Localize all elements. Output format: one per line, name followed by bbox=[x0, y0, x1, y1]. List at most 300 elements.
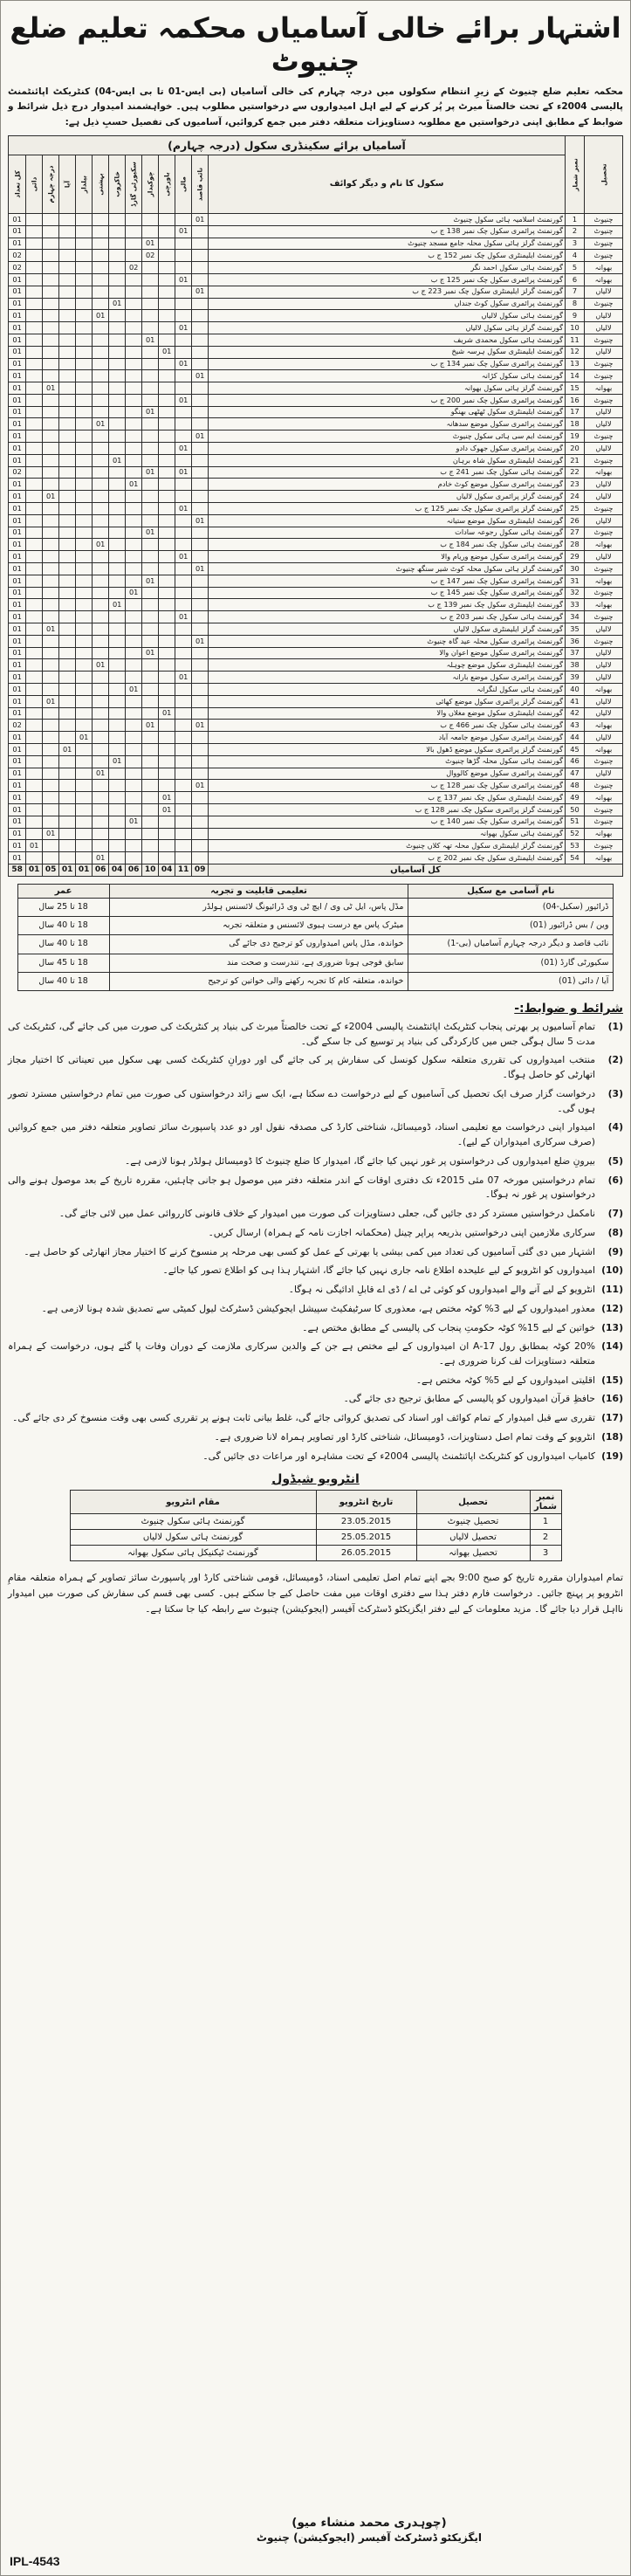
count-cell bbox=[109, 744, 126, 756]
condition-item bbox=[8, 1154, 623, 1169]
count-cell bbox=[142, 828, 159, 840]
condition-number: (13) bbox=[601, 1321, 623, 1333]
serial-cell: 41 bbox=[566, 695, 585, 707]
count-cell bbox=[26, 298, 43, 310]
count-cell bbox=[59, 672, 76, 684]
count-cell bbox=[192, 334, 209, 346]
school-cell: گورنمنٹ پرائمری سکول چک نمبر 145 ج ب bbox=[209, 587, 566, 599]
condition-text: معذور امیدواروں کے لیے 3% کوٹہ مختص ہے، معذوری کا سرٹیفکیٹ سپیشل ایجوکیشن ڈسٹرکٹ لیول کمیٹی سے تصدیق شدہ ہونا لازمی ہے۔ bbox=[41, 1302, 595, 1314]
count-cell bbox=[93, 672, 109, 684]
count-cell bbox=[142, 551, 159, 563]
serial-cell: 1 bbox=[566, 213, 585, 225]
serial-cell: 45 bbox=[566, 744, 585, 756]
count-cell bbox=[142, 503, 159, 515]
school-cell: گورنمنٹ ایلیمنٹری سکول ہرسہ شیخ bbox=[209, 346, 566, 358]
count-cell bbox=[175, 744, 192, 756]
count-cell bbox=[109, 840, 126, 852]
row-total-cell: 02 bbox=[9, 720, 26, 732]
count-cell bbox=[109, 443, 126, 455]
count-cell bbox=[93, 623, 109, 636]
tehsil-cell: لالیاں bbox=[585, 418, 623, 430]
count-cell bbox=[175, 238, 192, 250]
condition-number: (18) bbox=[601, 1430, 623, 1443]
serial-cell: 48 bbox=[566, 780, 585, 792]
count-cell bbox=[76, 635, 93, 647]
school-cell: گورنمنٹ گرلز پرائمری سکول موضع کھائی bbox=[209, 695, 566, 707]
count-cell bbox=[175, 346, 192, 358]
count-cell bbox=[26, 768, 43, 780]
count-cell bbox=[109, 358, 126, 370]
count-cell bbox=[43, 635, 59, 647]
count-cell bbox=[175, 491, 192, 503]
count-cell bbox=[76, 418, 93, 430]
tehsil-cell: بھوانہ bbox=[585, 262, 623, 274]
qualification-row bbox=[17, 917, 614, 935]
count-cell bbox=[109, 346, 126, 358]
condition-item bbox=[8, 1020, 623, 1049]
count-cell bbox=[126, 744, 142, 756]
school-cell: گورنمنٹ ہائی سکول احمد نگر bbox=[209, 262, 566, 274]
count-cell bbox=[192, 803, 209, 816]
count-cell bbox=[159, 611, 175, 623]
count-cell bbox=[59, 551, 76, 563]
row-total-cell: 01 bbox=[9, 744, 26, 756]
table-row bbox=[9, 466, 623, 479]
serial-cell: 9 bbox=[566, 310, 585, 322]
count-cell bbox=[142, 672, 159, 684]
conditions-heading: شرائط و ضوابط:- bbox=[514, 1002, 623, 1016]
count-cell bbox=[76, 213, 93, 225]
count-cell bbox=[192, 732, 209, 744]
count-cell bbox=[126, 466, 142, 479]
count-cell: 01 bbox=[26, 840, 43, 852]
count-cell bbox=[93, 684, 109, 696]
school-header: سکول کا نام و دیگر کوائف bbox=[209, 155, 566, 213]
count-cell bbox=[192, 744, 209, 756]
row-total-cell: 01 bbox=[9, 684, 26, 696]
count-cell bbox=[76, 852, 93, 864]
serial-cell: 53 bbox=[566, 840, 585, 852]
count-cell bbox=[126, 672, 142, 684]
count-cell bbox=[192, 382, 209, 395]
row-total-cell: 01 bbox=[9, 852, 26, 864]
row-total-cell: 01 bbox=[9, 346, 26, 358]
school-cell: گورنمنٹ گرلز ایلیمنٹری سکول لالیاں bbox=[209, 623, 566, 636]
count-cell bbox=[76, 563, 93, 575]
serial-cell: 22 bbox=[566, 466, 585, 479]
tehsil-header bbox=[585, 135, 623, 213]
count-cell bbox=[43, 684, 59, 696]
condition-item bbox=[8, 1321, 623, 1336]
count-cell bbox=[175, 803, 192, 816]
table-row bbox=[9, 225, 623, 238]
condition-item bbox=[8, 1245, 623, 1260]
condition-number: (19) bbox=[601, 1450, 623, 1462]
count-cell bbox=[43, 346, 59, 358]
table-row bbox=[9, 262, 623, 274]
serial-cell: 21 bbox=[566, 454, 585, 466]
condition-text: امیدوار اپنی درخواست مع تعلیمی اسناد، ڈومیسائل، شناختی کارڈ کی مصدقہ نقول اور دو عدد پاسپورٹ سائز تصاویر متعلقہ دفتر میں جمع کروائیں (صرف سرکاری امیدواران کے لیے)۔ bbox=[8, 1121, 595, 1148]
tehsil-cell: بھوانہ bbox=[585, 599, 623, 611]
count-cell bbox=[59, 803, 76, 816]
count-cell bbox=[76, 382, 93, 395]
count-cell bbox=[59, 443, 76, 455]
count-cell bbox=[26, 394, 43, 406]
count-cell bbox=[93, 443, 109, 455]
count-cell bbox=[159, 755, 175, 768]
count-cell bbox=[192, 298, 209, 310]
count-cell bbox=[26, 611, 43, 623]
school-cell: گورنمنٹ پرائمری سکول چک نمبر 147 ج ب bbox=[209, 575, 566, 587]
condition-text: تمام درخواستیں مورخہ 07 مئی 2015ء تک دفتری اوقات کے اندر متعلقہ دفتر میں موصول ہو جانی چاہئیں، مقررہ تاریخ کے بعد موصول ہونے والی درخواستوں پر غور نہ ہوگا۔ bbox=[8, 1174, 595, 1201]
tehsil-cell: چنیوٹ bbox=[585, 370, 623, 382]
row-total-cell: 01 bbox=[9, 454, 26, 466]
row-total-cell: 01 bbox=[9, 286, 26, 298]
count-cell: 01 bbox=[142, 527, 159, 539]
count-cell bbox=[109, 479, 126, 491]
count-cell bbox=[43, 370, 59, 382]
count-cell bbox=[76, 587, 93, 599]
count-cell bbox=[26, 635, 43, 647]
count-cell bbox=[142, 732, 159, 744]
count-cell bbox=[43, 322, 59, 334]
count-cell bbox=[126, 225, 142, 238]
count-cell bbox=[175, 623, 192, 636]
count-cell bbox=[126, 647, 142, 659]
count-cell: 01 bbox=[175, 551, 192, 563]
count-cell bbox=[76, 430, 93, 443]
count-cell bbox=[76, 744, 93, 756]
count-cell bbox=[142, 563, 159, 575]
count-cell bbox=[109, 539, 126, 551]
vacancies-table bbox=[8, 135, 623, 877]
count-cell bbox=[93, 430, 109, 443]
count-cell bbox=[43, 659, 59, 672]
count-cell bbox=[126, 527, 142, 539]
count-cell bbox=[26, 828, 43, 840]
count-cell: 01 bbox=[192, 213, 209, 225]
condition-item bbox=[8, 1283, 623, 1298]
school-cell: گورنمنٹ ہائی سکول چک نمبر 203 ج ب bbox=[209, 611, 566, 623]
table-row bbox=[9, 443, 623, 455]
table-header-row-2 bbox=[9, 155, 623, 213]
count-cell bbox=[142, 659, 159, 672]
count-cell bbox=[159, 672, 175, 684]
count-cell bbox=[26, 430, 43, 443]
count-cell bbox=[59, 587, 76, 599]
count-cell bbox=[76, 768, 93, 780]
count-cell bbox=[126, 250, 142, 262]
schedule-serial-header: نمبر شمار bbox=[530, 1491, 561, 1514]
count-cell bbox=[76, 310, 93, 322]
tehsil-cell: چنیوٹ bbox=[585, 454, 623, 466]
qualification-header: تعلیمی قابلیت و تجربہ bbox=[109, 884, 408, 898]
count-cell bbox=[126, 611, 142, 623]
count-cell bbox=[142, 840, 159, 852]
count-cell bbox=[26, 720, 43, 732]
table-row bbox=[9, 840, 623, 852]
qualification-row bbox=[17, 935, 614, 954]
count-cell bbox=[43, 503, 59, 515]
count-cell bbox=[76, 466, 93, 479]
count-cell: 01 bbox=[175, 443, 192, 455]
table-row bbox=[9, 322, 623, 334]
category-label: سکیورٹی گارڈ bbox=[129, 162, 138, 207]
table-row bbox=[9, 418, 623, 430]
count-cell bbox=[175, 250, 192, 262]
count-cell bbox=[43, 551, 59, 563]
school-cell: گورنمنٹ ایلیمنٹری سکول شاہ برہان bbox=[209, 454, 566, 466]
count-cell bbox=[76, 659, 93, 672]
count-cell bbox=[59, 430, 76, 443]
count-cell bbox=[126, 358, 142, 370]
table-row bbox=[9, 514, 623, 527]
count-cell bbox=[76, 684, 93, 696]
count-cell bbox=[26, 732, 43, 744]
schedule-tehsil-cell: تحصیل لالیاں bbox=[416, 1530, 530, 1546]
count-cell bbox=[59, 322, 76, 334]
count-cell bbox=[76, 225, 93, 238]
count-cell bbox=[59, 225, 76, 238]
table-row bbox=[9, 273, 623, 286]
condition-number: (15) bbox=[601, 1374, 623, 1386]
tehsil-cell: لالیاں bbox=[585, 514, 623, 527]
serial-cell: 46 bbox=[566, 755, 585, 768]
count-cell bbox=[192, 225, 209, 238]
count-cell bbox=[26, 310, 43, 322]
total-cell: 10 bbox=[142, 864, 159, 876]
schedule-date-cell: 25.05.2015 bbox=[316, 1530, 416, 1546]
table-row bbox=[9, 803, 623, 816]
count-cell bbox=[59, 599, 76, 611]
count-cell: 01 bbox=[43, 828, 59, 840]
serial-cell: 54 bbox=[566, 852, 585, 864]
count-cell bbox=[109, 732, 126, 744]
condition-text: بیرونِ ضلع امیدواروں کی درخواستوں پر غور نہیں کیا جائے گا، امیدوار کا ضلع چنیوٹ کا ڈومیسائل ہولڈر ہونا لازمی ہے۔ bbox=[124, 1154, 595, 1167]
tehsil-cell: بھوانہ bbox=[585, 466, 623, 479]
total-cell: 11 bbox=[175, 864, 192, 876]
condition-item bbox=[8, 1450, 623, 1464]
post-cell: وین / بس ڈرائیور (01) bbox=[408, 917, 614, 935]
count-cell bbox=[76, 695, 93, 707]
count-cell bbox=[159, 406, 175, 418]
count-cell bbox=[59, 454, 76, 466]
count-cell bbox=[59, 262, 76, 274]
count-cell bbox=[76, 514, 93, 527]
count-cell bbox=[142, 792, 159, 804]
count-cell bbox=[142, 273, 159, 286]
school-cell: گورنمنٹ ہائی سکول بھوانہ bbox=[209, 828, 566, 840]
count-cell bbox=[93, 599, 109, 611]
count-cell bbox=[192, 418, 209, 430]
school-cell: گورنمنٹ گرلز ہائی سکول بھوانہ bbox=[209, 382, 566, 395]
count-cell bbox=[159, 250, 175, 262]
category-header-chowkidar bbox=[142, 155, 159, 213]
table-row bbox=[9, 755, 623, 768]
count-cell bbox=[159, 286, 175, 298]
count-cell bbox=[175, 310, 192, 322]
count-cell: 01 bbox=[192, 286, 209, 298]
count-cell bbox=[26, 250, 43, 262]
count-cell: 01 bbox=[93, 539, 109, 551]
count-cell bbox=[59, 213, 76, 225]
count-cell bbox=[159, 358, 175, 370]
schedule-venue-header: مقام انٹرویو bbox=[70, 1491, 316, 1514]
count-cell: 01 bbox=[175, 358, 192, 370]
count-cell bbox=[192, 755, 209, 768]
count-cell bbox=[142, 599, 159, 611]
count-cell: 01 bbox=[192, 780, 209, 792]
count-cell bbox=[76, 780, 93, 792]
tehsil-cell: چنیوٹ bbox=[585, 587, 623, 599]
count-cell bbox=[93, 262, 109, 274]
table-row bbox=[9, 382, 623, 395]
row-total-cell: 01 bbox=[9, 334, 26, 346]
count-cell bbox=[109, 707, 126, 720]
category-label: خاکروب bbox=[113, 171, 121, 197]
category-label: مالی bbox=[179, 176, 188, 192]
count-cell: 01 bbox=[175, 225, 192, 238]
count-cell bbox=[76, 286, 93, 298]
count-cell: 01 bbox=[192, 635, 209, 647]
schedule-venue-cell: گورنمنٹ ہائی سکول چنیوٹ bbox=[70, 1514, 316, 1530]
school-cell: گورنمنٹ ہائی سکول محلہ گڑھا چنیوٹ bbox=[209, 755, 566, 768]
count-cell: 01 bbox=[76, 732, 93, 744]
count-cell bbox=[93, 394, 109, 406]
count-cell bbox=[59, 635, 76, 647]
count-cell: 01 bbox=[93, 768, 109, 780]
condition-number: (8) bbox=[607, 1226, 623, 1238]
count-cell: 01 bbox=[159, 803, 175, 816]
count-cell bbox=[76, 539, 93, 551]
table-row bbox=[9, 720, 623, 732]
count-cell bbox=[43, 672, 59, 684]
serial-cell: 38 bbox=[566, 659, 585, 672]
category-header-mali bbox=[175, 155, 192, 213]
count-cell bbox=[175, 780, 192, 792]
qualification-table-body bbox=[17, 898, 614, 990]
row-total-cell: 01 bbox=[9, 755, 26, 768]
serial-cell: 10 bbox=[566, 322, 585, 334]
count-cell bbox=[142, 755, 159, 768]
row-total-cell: 01 bbox=[9, 443, 26, 455]
count-cell bbox=[126, 695, 142, 707]
tehsil-cell: چنیوٹ bbox=[585, 803, 623, 816]
count-cell bbox=[192, 828, 209, 840]
table-row bbox=[9, 394, 623, 406]
count-cell bbox=[59, 238, 76, 250]
count-cell bbox=[43, 334, 59, 346]
table-row bbox=[9, 238, 623, 250]
count-cell bbox=[126, 755, 142, 768]
condition-number: (6) bbox=[607, 1174, 623, 1186]
count-cell bbox=[109, 370, 126, 382]
count-cell bbox=[126, 322, 142, 334]
count-cell bbox=[109, 828, 126, 840]
count-cell: 01 bbox=[192, 370, 209, 382]
count-cell bbox=[26, 852, 43, 864]
count-cell bbox=[142, 635, 159, 647]
post-cell: سکیورٹی گارڈ (01) bbox=[408, 954, 614, 972]
tehsil-cell: چنیوٹ bbox=[585, 213, 623, 225]
row-total-cell: 01 bbox=[9, 575, 26, 587]
count-cell bbox=[43, 803, 59, 816]
count-cell bbox=[26, 273, 43, 286]
count-cell bbox=[43, 262, 59, 274]
serial-cell: 44 bbox=[566, 732, 585, 744]
count-cell bbox=[26, 539, 43, 551]
serial-cell: 24 bbox=[566, 491, 585, 503]
count-cell bbox=[93, 647, 109, 659]
count-cell bbox=[126, 418, 142, 430]
count-cell bbox=[126, 720, 142, 732]
count-cell bbox=[26, 418, 43, 430]
count-cell bbox=[192, 647, 209, 659]
condition-number: (10) bbox=[601, 1264, 623, 1277]
condition-item bbox=[8, 1340, 623, 1368]
count-cell bbox=[93, 840, 109, 852]
count-cell bbox=[76, 707, 93, 720]
serial-cell: 20 bbox=[566, 443, 585, 455]
category-label: بیلدار bbox=[79, 175, 88, 194]
count-cell bbox=[59, 418, 76, 430]
count-cell bbox=[109, 213, 126, 225]
count-cell bbox=[142, 491, 159, 503]
condition-number: (9) bbox=[607, 1245, 623, 1257]
condition-item bbox=[8, 1264, 623, 1278]
serial-cell: 30 bbox=[566, 563, 585, 575]
serial-cell: 29 bbox=[566, 551, 585, 563]
count-cell bbox=[59, 273, 76, 286]
count-cell bbox=[192, 659, 209, 672]
count-cell bbox=[26, 780, 43, 792]
school-cell: گورنمنٹ پرائمری سکول چک نمبر 134 ج ب bbox=[209, 358, 566, 370]
count-cell bbox=[175, 370, 192, 382]
tehsil-cell: لالیاں bbox=[585, 623, 623, 636]
count-cell bbox=[126, 599, 142, 611]
count-cell bbox=[192, 322, 209, 334]
tehsil-cell: بھوانہ bbox=[585, 382, 623, 395]
count-cell bbox=[109, 250, 126, 262]
count-cell bbox=[76, 792, 93, 804]
count-cell bbox=[159, 852, 175, 864]
count-cell bbox=[76, 503, 93, 515]
count-cell bbox=[26, 382, 43, 395]
count-cell: 01 bbox=[175, 611, 192, 623]
table-row bbox=[9, 539, 623, 551]
count-cell bbox=[126, 213, 142, 225]
count-cell bbox=[192, 816, 209, 828]
count-cell bbox=[76, 755, 93, 768]
school-cell: گورنمنٹ ہائی سکول رجوعہ سادات bbox=[209, 527, 566, 539]
count-cell bbox=[175, 563, 192, 575]
table-row bbox=[9, 358, 623, 370]
count-cell: 01 bbox=[142, 720, 159, 732]
count-cell bbox=[93, 286, 109, 298]
table-row bbox=[9, 298, 623, 310]
tehsil-cell: بھوانہ bbox=[585, 575, 623, 587]
count-cell: 01 bbox=[175, 273, 192, 286]
count-cell bbox=[126, 310, 142, 322]
count-cell bbox=[126, 623, 142, 636]
count-cell bbox=[126, 575, 142, 587]
row-total-cell: 01 bbox=[9, 298, 26, 310]
serial-cell: 7 bbox=[566, 286, 585, 298]
schedule-venue-cell: گورنمنٹ ٹیکنیکل ہائی سکول بھوانہ bbox=[70, 1546, 316, 1561]
count-cell bbox=[59, 575, 76, 587]
ad-code: IPL-4543 bbox=[10, 2554, 60, 2568]
count-cell bbox=[175, 755, 192, 768]
